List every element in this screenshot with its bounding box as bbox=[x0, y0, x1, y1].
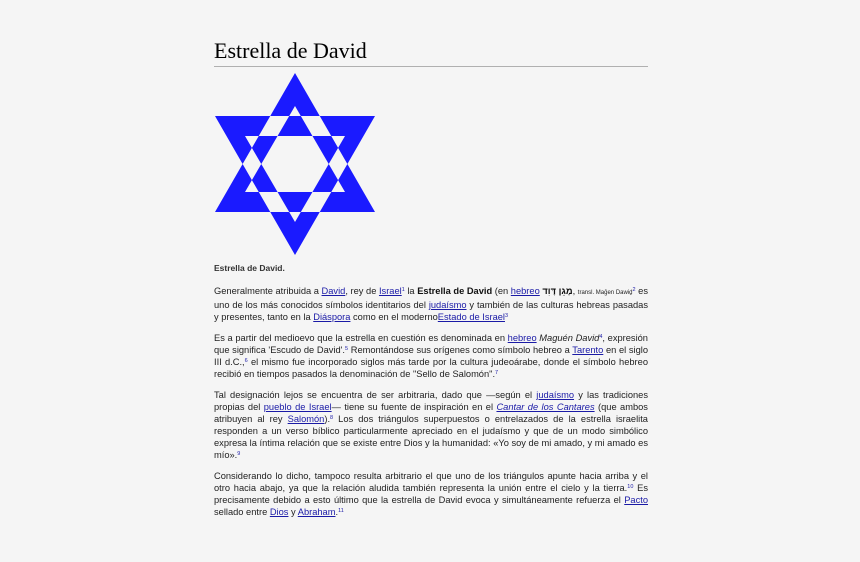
link-dios[interactable]: Dios bbox=[269, 507, 289, 517]
ref-7[interactable]: 7 bbox=[495, 370, 499, 376]
link-israel[interactable]: Israel bbox=[378, 286, 402, 296]
ref-6[interactable]: 6 bbox=[244, 358, 248, 364]
link-hebreo-2[interactable]: hebreo bbox=[507, 333, 537, 343]
ref-1[interactable]: 1 bbox=[401, 287, 405, 293]
page-title: Estrella de David bbox=[214, 38, 648, 67]
link-david[interactable]: David bbox=[321, 286, 346, 296]
link-cantar[interactable]: Cantar de los Cantares bbox=[496, 402, 595, 412]
link-judaismo[interactable]: judaísmo bbox=[428, 300, 467, 310]
ref-10[interactable]: 10 bbox=[627, 484, 634, 490]
article bbox=[214, 38, 648, 527]
ref-3[interactable]: 3 bbox=[504, 313, 509, 319]
link-hebreo[interactable]: hebreo bbox=[510, 286, 540, 296]
link-judaismo-2[interactable]: judaísmo bbox=[536, 390, 575, 400]
ref-5[interactable]: 5 bbox=[345, 346, 349, 352]
star-of-david-image bbox=[214, 71, 376, 257]
link-abraham[interactable]: Abraham bbox=[297, 507, 336, 517]
link-pacto[interactable]: Pacto bbox=[624, 495, 648, 505]
italic-term: Maguén David bbox=[539, 333, 600, 343]
link-diaspora[interactable]: Diáspora bbox=[313, 312, 351, 322]
paragraph-designation: Tal designación lejos se encuentra de ser arbitraria, dado que —según el judaísmo y las tradiciones propias del pueblo de Israel— tiene su fuente de inspiración en el Cantar de los Cantares (que ambos atribuyen al rey Salomón).$^8$ Los dos triángulos superpuestos o entrelazados de la estrella israelita responden a un verso bíblico particularmente apreciado en el judaísmo y que de un modo simbólico expresa la íntima relación que se existe entre Dios y la humanidad: «Yo soy de mi amado, y mi amado es mío».$^9$ bbox=[214, 390, 649, 460]
ref-4[interactable]: 4 bbox=[599, 334, 603, 340]
paragraph-intro: Generalmente atribuida a David, rey de Israel$^1$ la Estrella de David (en hebreo מָגֵן דָּוִד, transl. Maḡen Dawiḏ$^2$ es uno de los más conocidos símbolos identitarios del judaísmo y también de las culturas hebreas pasadas y presentes, tanto en la Diáspora como en el modernoEstado de Israel$^3$ bbox=[214, 286, 648, 322]
link-salomon[interactable]: Salomón bbox=[287, 414, 325, 424]
ref-8[interactable]: 8 bbox=[330, 415, 334, 421]
link-estado-israel[interactable]: Estado de Israel bbox=[437, 312, 505, 322]
hebrew-text: מָגֵן דָּוִד bbox=[542, 286, 573, 296]
ref-11[interactable]: 11 bbox=[338, 508, 344, 514]
bold-term: Estrella de David bbox=[417, 286, 493, 296]
transliteration: transl. Maḡen Dawiḏ bbox=[577, 290, 633, 296]
image-caption: Estrella de David. bbox=[214, 263, 285, 273]
link-pueblo-israel[interactable]: pueblo de Israel bbox=[263, 402, 332, 412]
paragraph-triangles: Considerando lo dicho, tampoco resulta arbitrario el que uno de los triángulos apunte hacia arriba y el otro hacia abajo, ya que la relación aludida también representa la unión entre el cielo y la tierra.$^{10}$ Es precisamente debido a esto último que la estrella de David evoca y simultáneamente refuerza el Pacto sellado entre Dios y Abraham.$^{11}$ bbox=[214, 471, 648, 517]
ref-2[interactable]: 2 bbox=[632, 287, 636, 293]
star-of-david-icon bbox=[214, 71, 376, 257]
paragraph-origin: Es a partir del medioevo que la estrella en cuestión es denominada en hebreo Maguén David$^4$, expresión que significa 'Escudo de David'.$^5$ Remontándose sus orígenes como símbolo hebreo a Tarento en el siglo III d.C.,$^6$ el mismo fue incorporado siglos más tarde por la cultura judeoárabe, donde el símbolo hebreo recibió en tiempos pasados la denominación de "Sello de Salomón".$^7$ bbox=[214, 333, 648, 379]
ref-9[interactable]: 9 bbox=[237, 451, 241, 457]
link-tarento[interactable]: Tarento bbox=[572, 345, 604, 355]
